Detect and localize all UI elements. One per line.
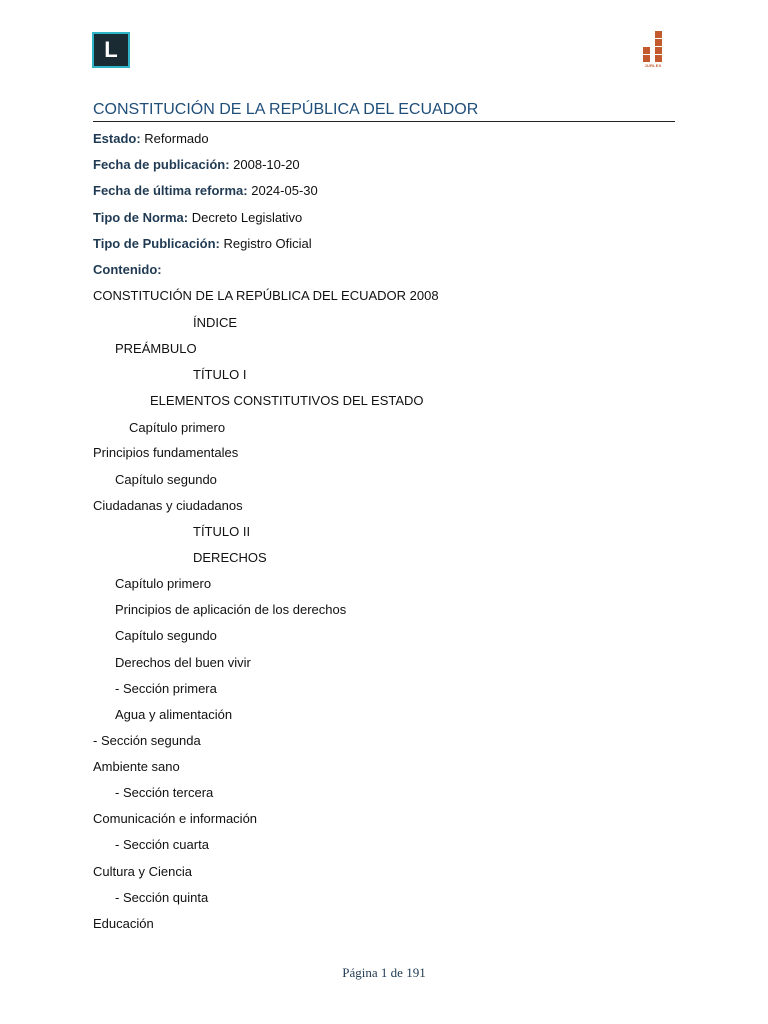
- content-line: Principios fundamentales: [93, 445, 239, 460]
- stacked-blocks-icon: [640, 31, 666, 63]
- content-line: Cultura y Ciencia: [93, 864, 192, 879]
- content-line: Educación: [93, 916, 154, 931]
- content-line: Principios de aplicación de los derechos: [115, 602, 347, 617]
- content-line: TÍTULO I: [193, 367, 247, 382]
- content-line: Capítulo primero: [115, 576, 212, 591]
- content-line: Capítulo segundo: [115, 472, 217, 487]
- meta-label: Fecha de última reforma:: [93, 183, 248, 198]
- content-line: - Sección primera: [115, 681, 217, 696]
- meta-contenido: [93, 262, 162, 278]
- content-line: Capítulo primero: [129, 420, 226, 435]
- content-line: - Sección quinta: [115, 890, 209, 905]
- content-line: Ciudadanas y ciudadanos: [93, 498, 243, 513]
- meta-label: Tipo de Publicación:: [93, 236, 220, 251]
- content-line: ELEMENTOS CONSTITUTIVOS DEL ESTADO: [150, 393, 424, 408]
- document-title: CONSTITUCIÓN DE LA REPÚBLICA DEL ECUADOR: [93, 100, 675, 122]
- meta-label: Fecha de publicación:: [93, 157, 230, 172]
- content-line: Comunicación e información: [93, 811, 258, 826]
- meta-value: Reformado: [144, 131, 209, 146]
- meta-fecha-reforma: [93, 183, 318, 199]
- content-line: DERECHOS: [193, 550, 267, 565]
- meta-tipo-norma: [93, 210, 302, 226]
- content-line: - Sección cuarta: [115, 837, 209, 852]
- meta-label: Tipo de Norma:: [93, 210, 189, 225]
- meta-tipo-publicacion: [93, 236, 312, 252]
- meta-label: Estado:: [93, 131, 141, 146]
- app-logo: [92, 32, 130, 68]
- meta-fecha-publicacion: [93, 157, 300, 173]
- jurlex-logo: [640, 31, 666, 71]
- content-line: CONSTITUCIÓN DE LA REPÚBLICA DEL ECUADOR 2008: [93, 288, 439, 303]
- content-line: ÍNDICE: [193, 315, 238, 330]
- logo-letter: L: [104, 37, 118, 62]
- brand-name: JURLEX: [644, 63, 662, 68]
- content-line: Ambiente sano: [93, 759, 180, 774]
- content-line: Agua y alimentación: [115, 707, 233, 722]
- meta-value: 2024-05-30: [251, 183, 318, 198]
- content-line: TÍTULO II: [193, 524, 251, 539]
- content-line: - Sección segunda: [93, 733, 201, 748]
- meta-estado: [93, 131, 209, 147]
- page-number: Página 1 de 191: [342, 965, 426, 980]
- meta-label: Contenido:: [93, 262, 162, 277]
- meta-value: Decreto Legislativo: [191, 210, 303, 225]
- content-line: Derechos del buen vivir: [115, 655, 251, 670]
- content-line: PREÁMBULO: [115, 341, 197, 356]
- content-line: - Sección tercera: [115, 785, 214, 800]
- meta-value: 2008-10-20: [233, 157, 300, 172]
- content-line: Capítulo segundo: [115, 628, 217, 643]
- meta-value: Registro Oficial: [223, 236, 312, 251]
